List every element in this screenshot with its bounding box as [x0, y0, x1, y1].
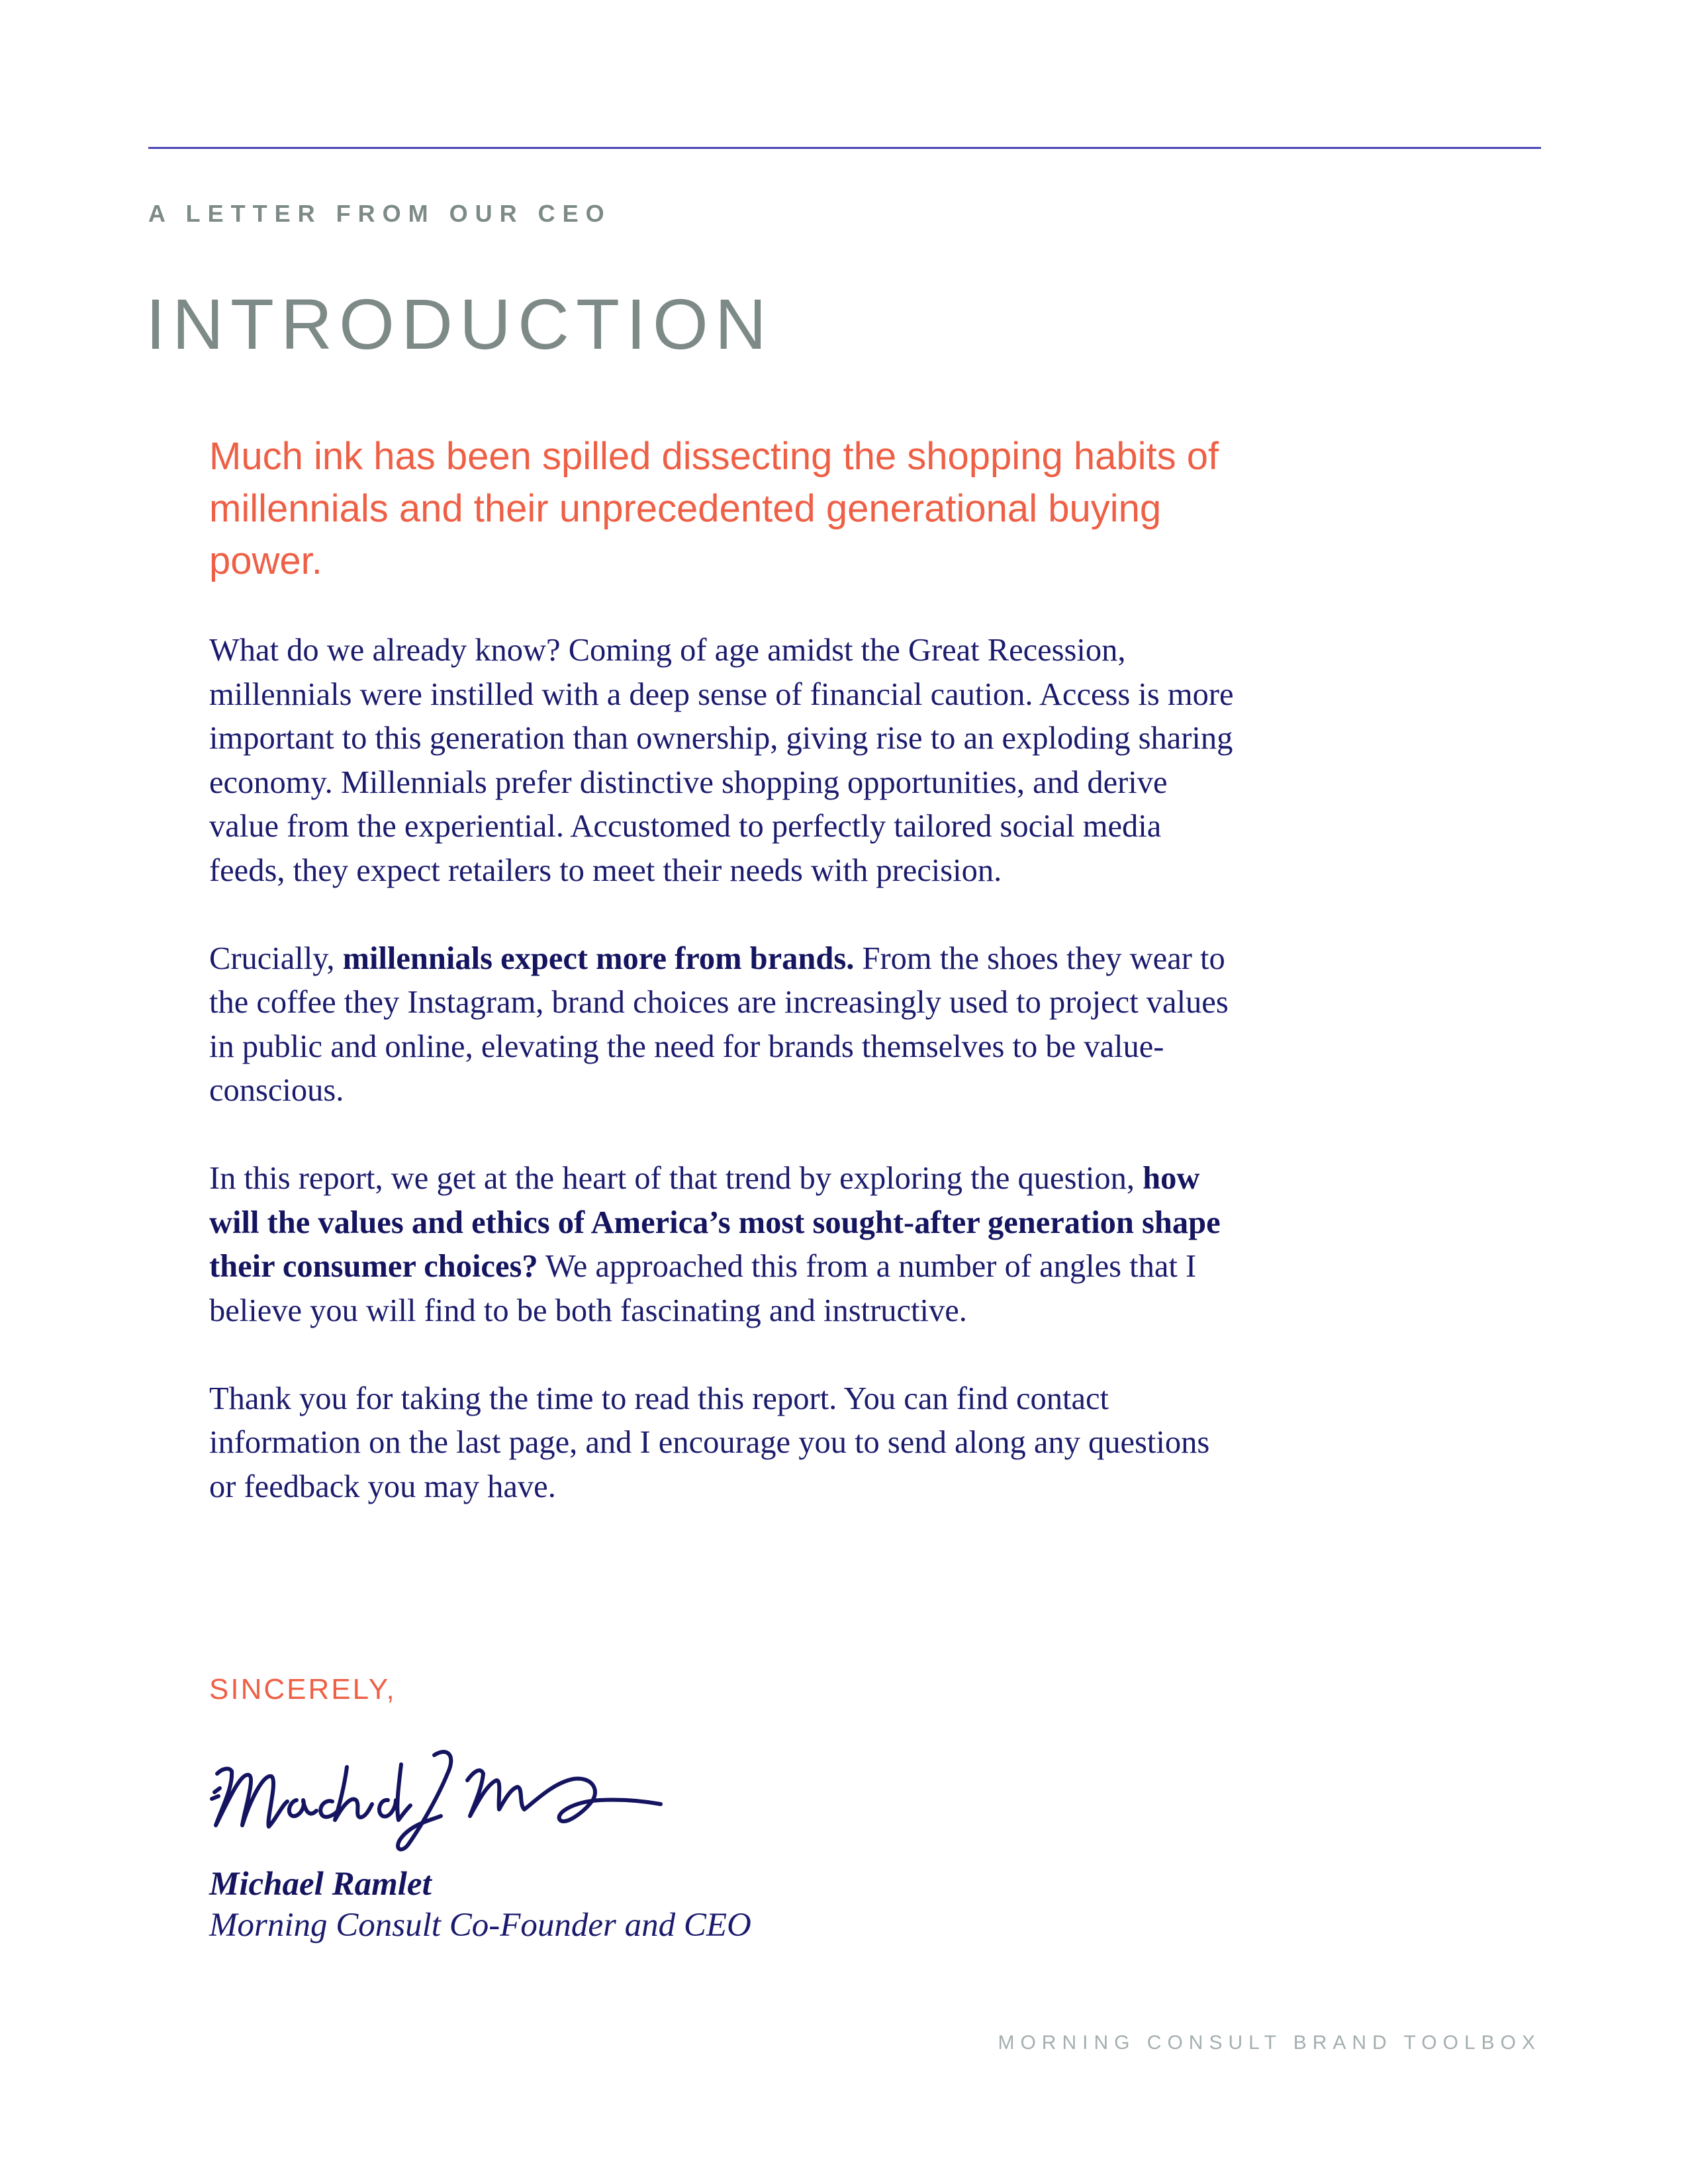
page-title: INTRODUCTION: [146, 284, 773, 365]
closing-salutation: SINCERELY,: [209, 1673, 397, 1706]
paragraph-2-rest: From the shoes they wear to the coffee they Instagram, brand choices are increasingly used to project values in public and online, elevating the need for brands themselves to be value-conscious.: [209, 940, 1229, 1108]
signature-image: [203, 1727, 666, 1860]
signer-name: Michael Ramlet: [209, 1866, 432, 1903]
header-divider: [148, 147, 1541, 149]
footer-brand-text: MORNING CONSULT BRAND TOOLBOX: [998, 2032, 1541, 2054]
paragraph-2: [209, 937, 1242, 1113]
paragraph-3-intro: In this report, we get at the heart of that trend by exploring the question,: [209, 1161, 1143, 1196]
paragraph-3: [209, 1157, 1242, 1333]
paragraph-4: Thank you for taking the time to read this report. You can find contact information on the last page, and I encourage you to send along any questions or feedback you may have.: [209, 1381, 1210, 1504]
letter-body: [209, 629, 1242, 1553]
paragraph-1: What do we already know? Coming of age amidst the Great Recession, millennials were instilled with a deep sense of financial caution. Access is more important to this generation than ownership, giving rise to an exploding sharing economy. Millennials prefer distinctive shopping opportunities, and derive value from the experiential. Accustomed to perfectly tailored social media feeds, they expect retailers to meet their needs with precision.: [209, 633, 1234, 888]
paragraph-3-emphasis: how will the values and ethics of America’s most sought-after generation shape their consumer choices?: [209, 1161, 1221, 1284]
paragraph-2-intro: Crucially,: [209, 940, 343, 976]
paragraph-2-emphasis: millennials expect more from brands.: [342, 940, 855, 976]
lede-quote: Much ink has been spilled dissecting the shopping habits of millennials and their unprecedented generational buying power.: [209, 435, 1219, 582]
section-eyebrow: A LETTER FROM OUR CEO: [148, 200, 612, 227]
paragraph-3-rest: We approached this from a number of angles that I believe you will find to be both fascinating and instructive.: [209, 1249, 1197, 1328]
signer-title: Morning Consult Co-Founder and CEO: [209, 1907, 751, 1944]
